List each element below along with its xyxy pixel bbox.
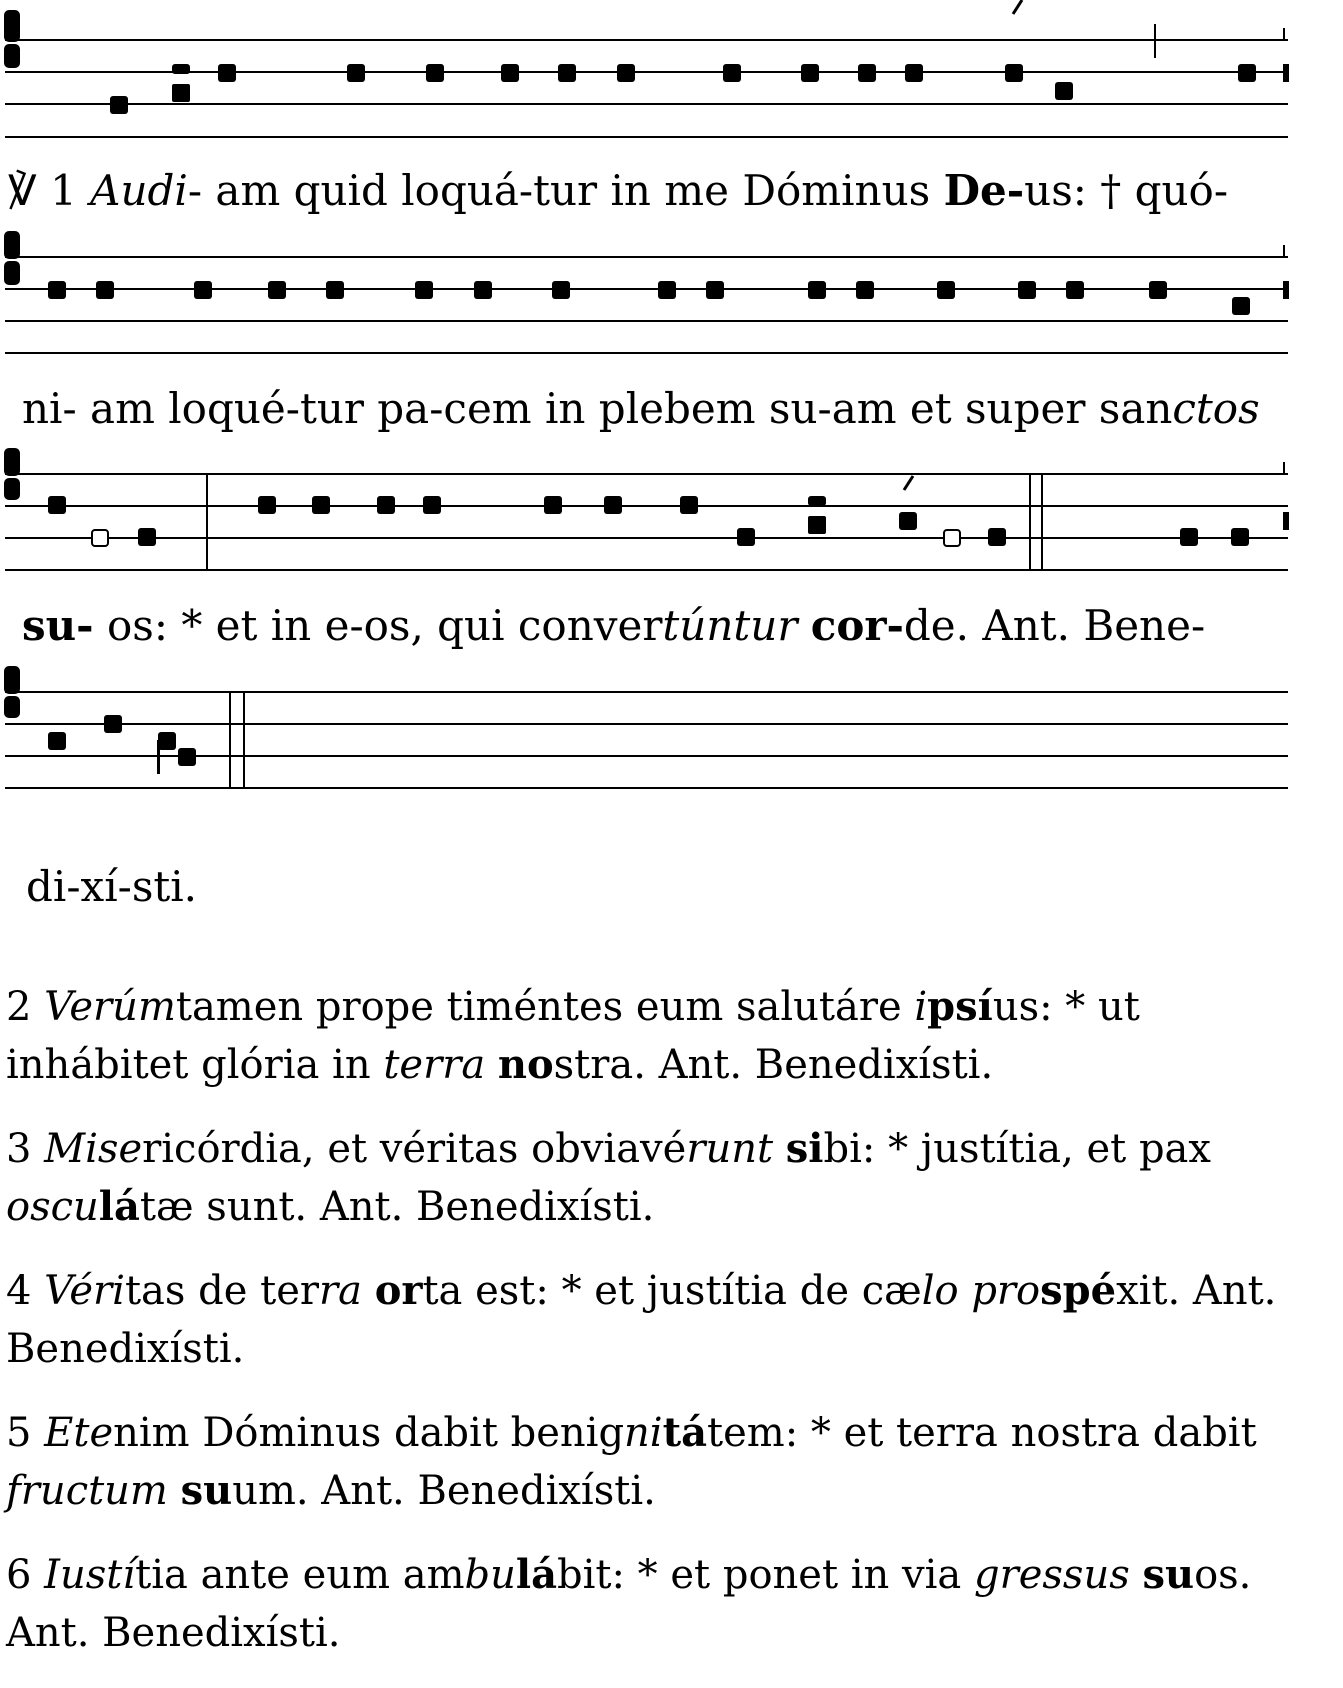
verse-6: 6 Iustítia ante eum ambulábit: * et ponet in via gressus suos. Ant. Benedixísti. [6,1551,1252,1656]
lyric-line-4: di-xí-sti. [26,862,198,911]
clef-c-icon [4,10,20,68]
verse-2: 2 Verúmtamen prope timéntes eum salutáre ipsíus: * ut inhábitet glória in terra nostra. Ant. Benedixísti. [6,983,1140,1088]
staff-3 [0,440,1343,590]
staff-4 [0,660,1343,800]
verse-4: 4 Véritas de terra orta est: * et justítia de cælo prospéxit. Ant. Benedixísti. [6,1267,1277,1372]
versicle-prefix: ℣ 1 [8,166,91,215]
verse-5: 5 Etenim Dóminus dabit benignitátem: * et terra nostra dabit fructum suum. Ant. Benedixísti. [6,1409,1257,1514]
verse-3: 3 Misericórdia, et véritas obviavérunt sibi: * justítia, et pax osculátæ sunt. Ant. Benedixísti. [6,1125,1211,1230]
psalm-verses [6,978,1296,1688]
staff-1 [0,0,1343,150]
ictus-icon [1013,0,1022,14]
ictus-icon [904,476,913,490]
lyric-line-3: su- os: * et in e-os, qui convertúntur cor-de. Ant. Bene- [22,601,1206,650]
clef-c-icon [4,448,20,500]
staff-2 [0,225,1343,365]
lyric-line-2: ni- am loqué-tur pa-cem in plebem su-am et super sanctos [22,384,1260,433]
clef-c-icon [4,666,20,718]
neumes [48,281,1289,315]
lyric-line-1: ℣ 1 Audi- am quid loquá-tur in me Dóminus De-us: † quó- [8,166,1229,215]
clef-c-icon [4,231,20,285]
